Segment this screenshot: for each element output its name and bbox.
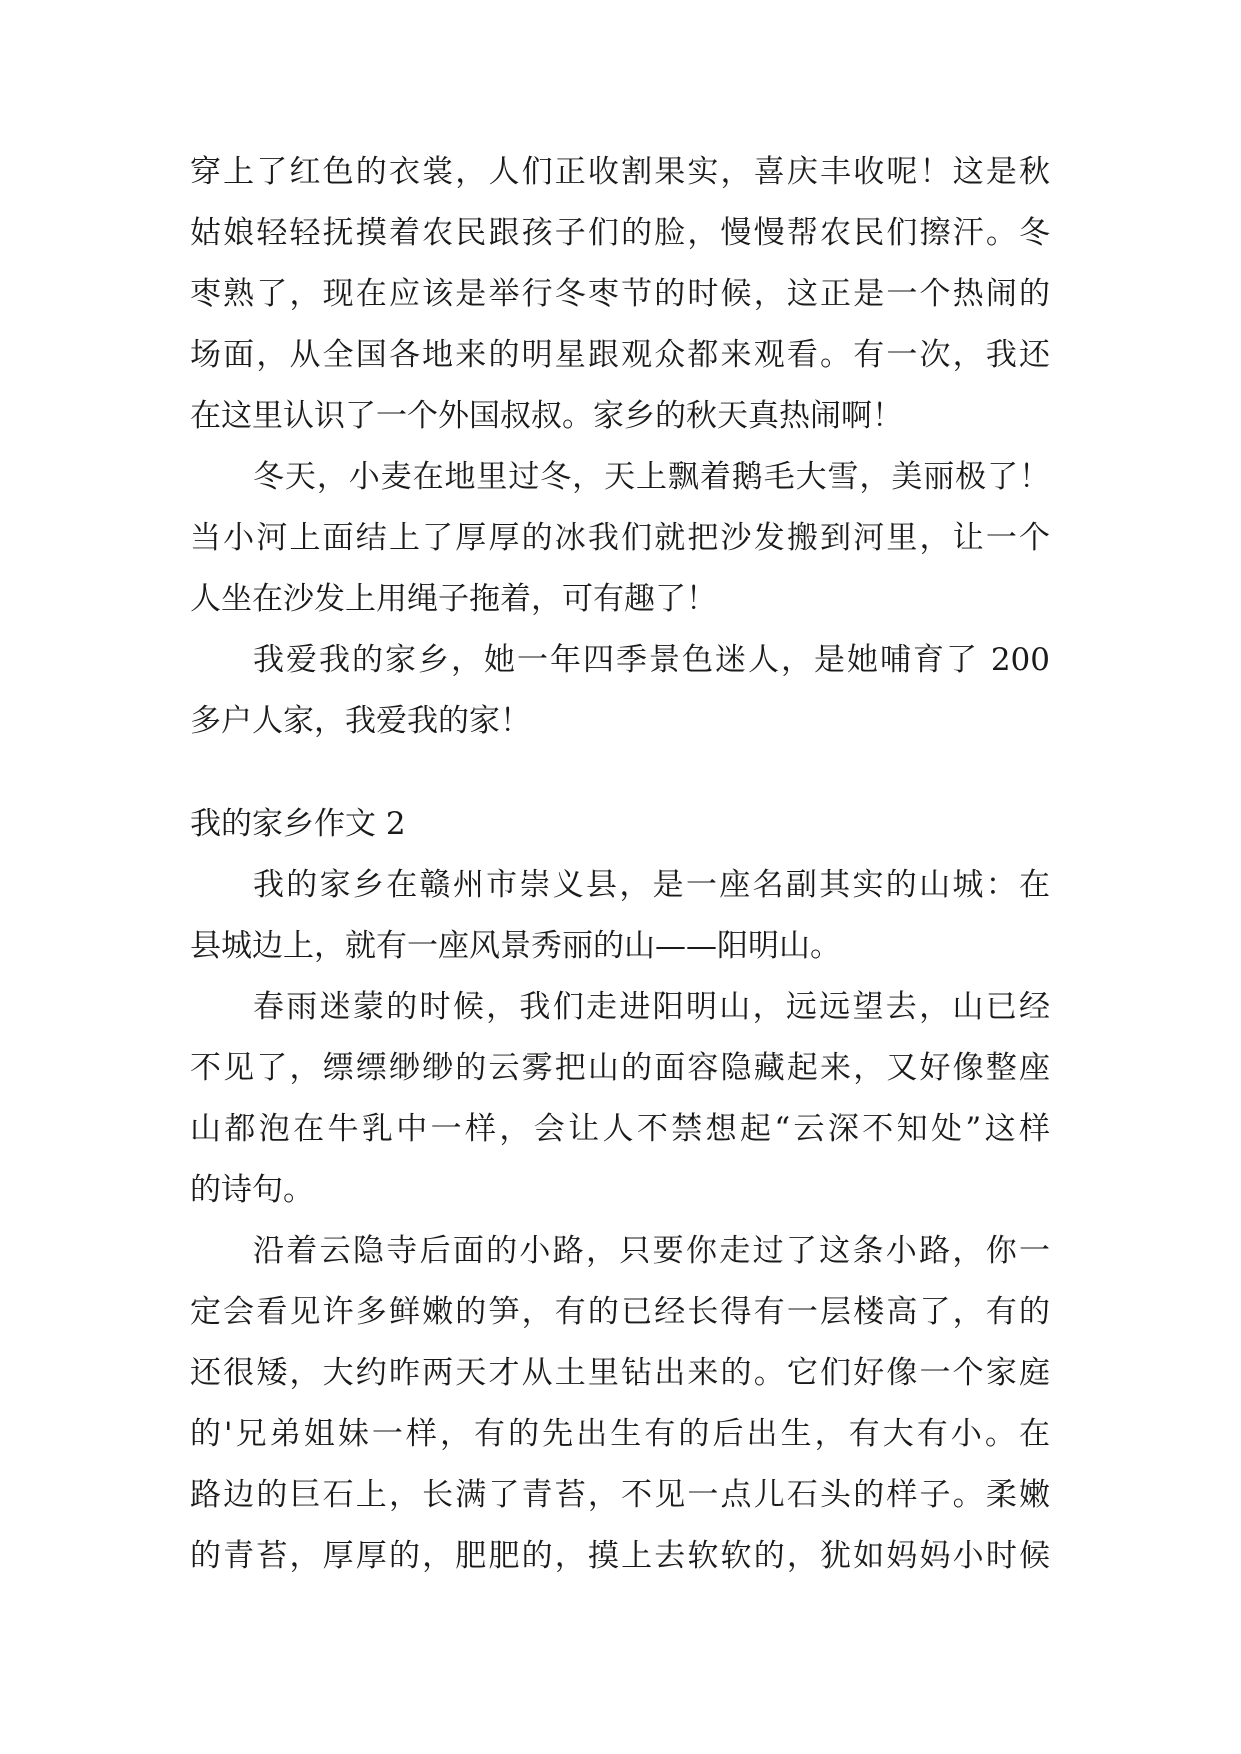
text-line: 多户人家，我爱我的家！ [190, 703, 531, 739]
text-line: 路边的巨石上，长满了青苔，不见一点儿石头的样子。柔嫩 [190, 1477, 1050, 1513]
text-line: 姑娘轻轻抚摸着农民跟孩子们的脸，慢慢帮农民们擦汗。冬 [190, 215, 1050, 251]
text-line: 山都泡在牛乳中一样，会让人不禁想起“云深不知处”这样 [190, 1111, 1050, 1147]
text-line: 我的家乡在赣州市崇义县，是一座名副其实的山城：在 [253, 867, 1050, 903]
text-line: 的'兄弟姐妹一样，有的先出生有的后出生，有大有小。在 [190, 1416, 1050, 1452]
text-line: 冬天，小麦在地里过冬，天上飘着鹅毛大雪，美丽极了！ [253, 459, 1050, 495]
text-line: 当小河上面结上了厚厚的冰我们就把沙发搬到河里，让一个 [190, 520, 1050, 556]
text-line: 穿上了红色的衣裳，人们正收割果实，喜庆丰收呢！这是秋 [190, 154, 1050, 190]
text-line: 县城边上，就有一座风景秀丽的山——阳明山。 [190, 928, 841, 964]
text-line: 场面，从全国各地来的明星跟观众都来观看。有一次，我还 [190, 337, 1050, 373]
text-line: 枣熟了，现在应该是举行冬枣节的时候，这正是一个热闹的 [190, 276, 1050, 312]
text-line: 我爱我的家乡，她一年四季景色迷人，是她哺育了 200 [253, 642, 1050, 678]
text-line: 定会看见许多鲜嫩的笋，有的已经长得有一层楼高了，有的 [190, 1294, 1050, 1330]
text-line: 在这里认识了一个外国叔叔。家乡的秋天真热闹啊！ [190, 398, 903, 434]
text-line: 人坐在沙发上用绳子拖着，可有趣了！ [190, 581, 717, 617]
text-line: 的诗句。 [190, 1172, 314, 1208]
text-line: 春雨迷蒙的时候，我们走进阳明山，远远望去，山已经 [253, 989, 1050, 1025]
text-line: 还很矮，大约昨两天才从土里钻出来的。它们好像一个家庭 [190, 1355, 1050, 1391]
text-line: 不见了，缥缥缈缈的云雾把山的面容隐藏起来，又好像整座 [190, 1050, 1050, 1086]
section-heading: 我的家乡作文 2 [190, 806, 406, 842]
text-line: 沿着云隐寺后面的小路，只要你走过了这条小路，你一 [253, 1233, 1050, 1269]
text-line: 的青苔，厚厚的，肥肥的，摸上去软软的，犹如妈妈小时候 [190, 1538, 1050, 1574]
